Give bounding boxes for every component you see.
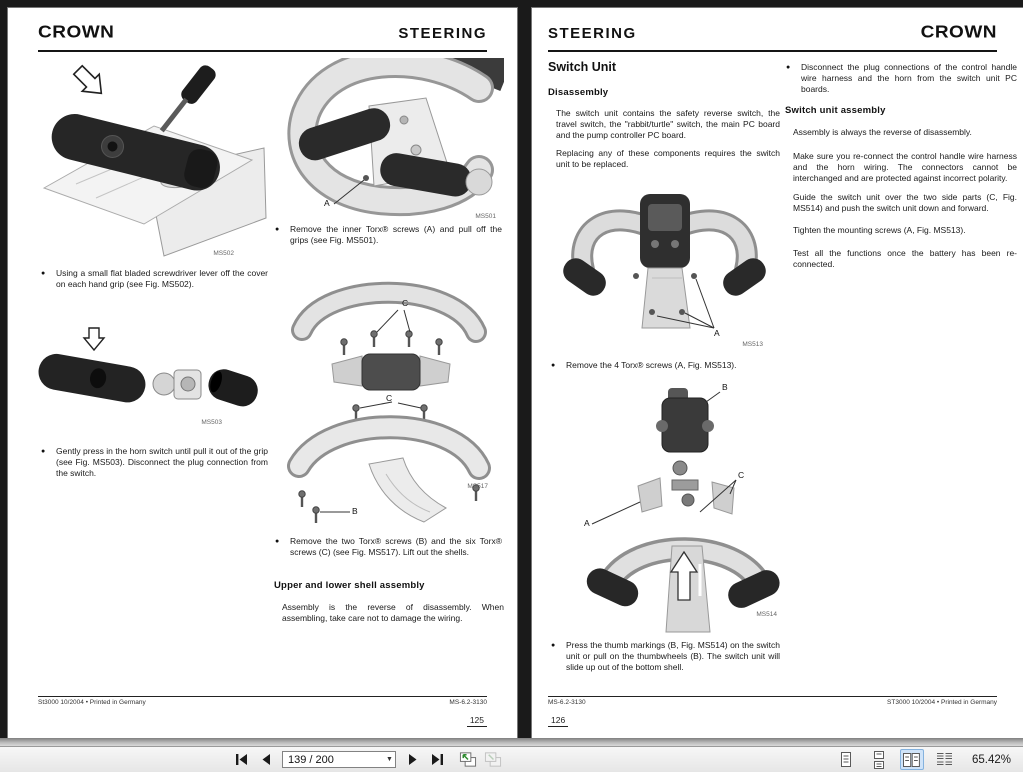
footer-rule (38, 696, 487, 697)
body-paragraph: Assembly is always the reverse of disassembly. (793, 127, 972, 137)
body-paragraph: Assembly is the reverse of disassembly. When assembling, take care not to damage the wiring. (282, 602, 504, 624)
previous-page-icon (259, 752, 274, 767)
document-page-left (8, 8, 517, 738)
single-page-view-button[interactable] (834, 749, 858, 770)
horn-switch-illustration (36, 326, 264, 434)
figure-label: MS501 (475, 213, 496, 220)
body-paragraph: Tighten the mounting screws (A, Fig. MS513). (793, 225, 966, 235)
continuous-view-button[interactable] (867, 749, 891, 770)
viewer-toolbar (0, 746, 1023, 772)
header-rule (38, 50, 487, 52)
previous-view-button[interactable] (459, 751, 477, 769)
callout-b: B (722, 382, 728, 392)
body-paragraph: Test all the functions once the battery has been re-connected. (793, 248, 1017, 270)
figure-label: MS517 (467, 483, 488, 490)
body-paragraph: Make sure you re-connect the control handle wire harness and the horn wiring. The connectors cannot be interchanged and are protected against incorrect polarity. (793, 151, 1017, 184)
page-number: 125 (467, 715, 487, 727)
callout-a: A (714, 328, 720, 338)
callout-c: C (402, 298, 409, 308)
footer-right: ST3000 10/2004 • Printed in Germany (887, 699, 997, 706)
callout-a: A (324, 198, 330, 208)
next-view-icon (484, 751, 502, 768)
page-number-input[interactable] (283, 752, 384, 767)
first-page-button[interactable] (232, 751, 250, 769)
last-page-button[interactable] (428, 751, 446, 769)
bullet-icon: ● (41, 448, 46, 455)
bullet-icon: ● (275, 226, 280, 233)
bullet-icon: ● (551, 362, 556, 369)
figure-ms501 (274, 58, 504, 222)
callout-c: C (738, 470, 745, 480)
instruction-bullet: ● Remove the inner Torx® screws (A) and pull off the grips (see Fig. MS501). (275, 224, 502, 246)
page-title: STEERING (548, 25, 637, 42)
continuous-facing-icon (935, 751, 954, 769)
horizontal-scrollbar[interactable] (0, 738, 1023, 746)
previous-view-icon (459, 751, 477, 768)
footer-rule (548, 696, 997, 697)
facing-pages-icon (902, 751, 921, 769)
header-rule (548, 50, 997, 52)
figure-ms513 (562, 178, 767, 356)
footer-left: MS-6.2-3130 (548, 699, 586, 706)
callout-c: C (386, 393, 393, 403)
figure-ms517 (274, 260, 504, 530)
document-page-right (532, 8, 1023, 738)
figure-label: MS514 (756, 611, 777, 618)
footer-right: MS-6.2-3130 (449, 699, 487, 706)
tiller-handle-illustration (274, 58, 504, 222)
section-heading: Upper and lower shell assembly (274, 580, 425, 591)
continuous-facing-view-button[interactable] (933, 749, 957, 770)
subsection-heading: Disassembly (548, 87, 609, 98)
first-page-icon (234, 752, 249, 767)
next-view-button[interactable] (484, 751, 502, 769)
section-heading: Switch unit assembly (785, 105, 886, 116)
switch-unit-exploded-illustration (580, 386, 785, 636)
crown-logo: CROWN (920, 22, 997, 43)
page-display-group (834, 747, 1011, 772)
figure-label: MS503 (201, 419, 222, 426)
callout-b: B (352, 506, 358, 516)
crown-logo: CROWN (38, 22, 115, 43)
page-number-combo (282, 751, 396, 768)
bullet-icon: ● (551, 642, 556, 649)
figure-ms502 (36, 56, 268, 261)
page-navigation-group (232, 747, 502, 772)
instruction-bullet: ● Press the thumb markings (B, Fig. MS514) on the switch unit or pull on the thumbwheels (B). The switch unit will slide up out of the bottom shell. (551, 640, 780, 673)
callout-a: A (584, 518, 590, 528)
next-page-button[interactable] (403, 751, 421, 769)
next-page-icon (405, 752, 420, 767)
single-page-icon (837, 751, 855, 769)
body-paragraph: Replacing any of these components requires the switch unit to be replaced. (556, 148, 780, 170)
bullet-icon: ● (41, 270, 46, 277)
figure-ms503 (36, 326, 264, 434)
body-paragraph: The switch unit contains the safety reverse switch, the travel switch, the "rabbit/turtle" switch, the main PC board and the pump controller PC board. (556, 108, 780, 141)
bullet-icon: ● (275, 538, 280, 545)
instruction-bullet: ● Remove the two Torx® screws (B) and the six Torx® screws (C) (see Fig. MS517). Lift out the shells. (275, 536, 502, 558)
figure-label: MS513 (742, 341, 763, 348)
page-title: STEERING (398, 25, 487, 42)
body-paragraph: Guide the switch unit over the two side parts (C, Fig. MS514) and push the switch unit down and forward. (793, 192, 1017, 214)
instruction-bullet: ● Using a small flat bladed screwdriver lever off the cover on each hand grip (see Fig. MS502). (41, 268, 268, 290)
footer-left: St3000 10/2004 • Printed in Germany (38, 699, 146, 706)
figure-ms514 (580, 382, 785, 636)
hand-grip-cover-illustration (36, 56, 268, 261)
facing-pages-view-button[interactable] (900, 749, 924, 770)
section-title: Switch Unit (548, 60, 617, 74)
zoom-level[interactable]: 65.42% (971, 753, 1011, 766)
page-number: 126 (548, 715, 568, 727)
switch-unit-top-illustration (562, 178, 767, 356)
chevron-down-icon[interactable]: ▼ (386, 756, 393, 763)
instruction-bullet: ● Remove the 4 Torx® screws (A, Fig. MS513). (551, 360, 737, 370)
figure-label: MS502 (213, 250, 234, 257)
last-page-icon (430, 752, 445, 767)
previous-page-button[interactable] (257, 751, 275, 769)
continuous-page-icon (870, 751, 888, 769)
instruction-bullet: ● Disconnect the plug connections of the control handle wire harness and the horn from the switch unit PC boards. (786, 62, 1017, 95)
instruction-bullet: ● Gently press in the horn switch until pull it out of the grip (see Fig. MS503). Disconnect the plug connection from the switch. (41, 446, 268, 479)
bullet-icon: ● (786, 64, 791, 71)
